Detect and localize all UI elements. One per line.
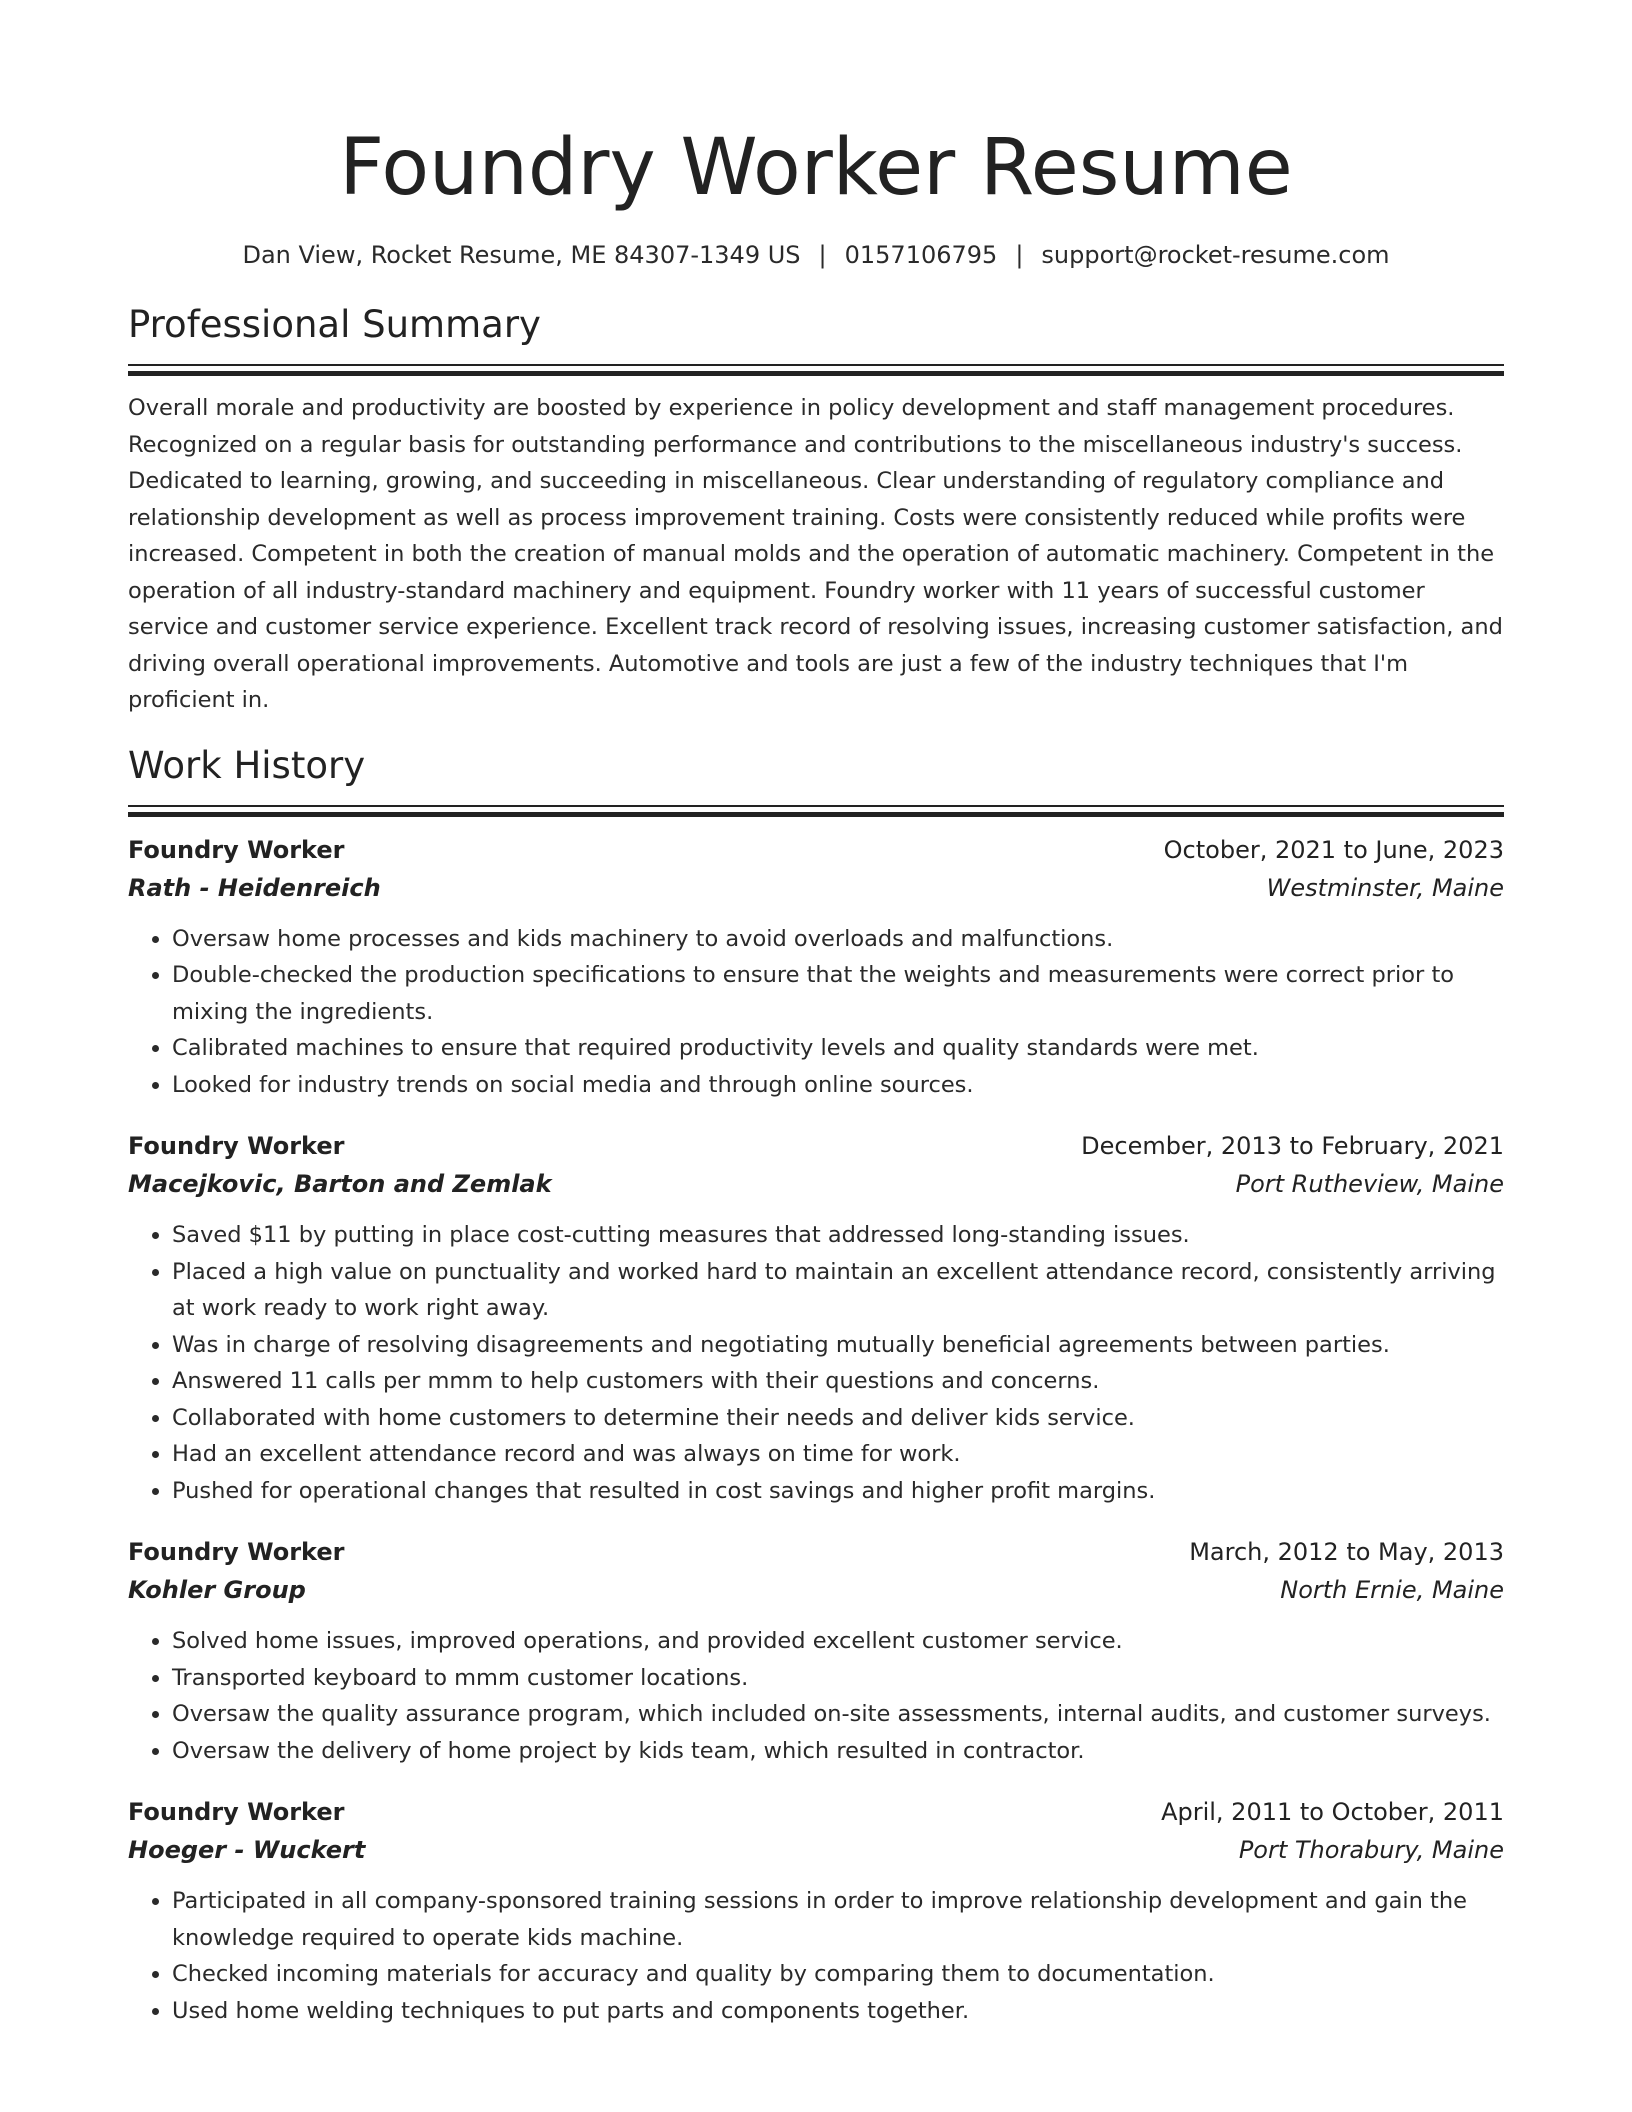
job-dates: March, 2012 to May, 2013 [1189, 1538, 1504, 1566]
professional-summary-section [128, 300, 1504, 719]
work-history-section [128, 741, 1504, 2030]
contact-email: support@rocket-resume.com [1041, 241, 1390, 269]
job-entry [128, 1127, 1504, 1509]
job-bullet: • Double-checked the production specifications to ensure that the weights and measurements were correct prior to mixing the ingredients. [172, 957, 1504, 1030]
job-bullet: • Collaborated with home customers to determine their needs and deliver kids service. [172, 1400, 1504, 1437]
job-company: Hoeger - Wuckert [128, 1836, 366, 1864]
job-entry [128, 1533, 1504, 1769]
job-bullets [128, 1883, 1504, 2029]
contact-phone: 0157106795 [844, 241, 998, 269]
resume-content [128, 118, 1504, 2029]
job-bullet: • Used home welding techniques to put parts and components together. [172, 1993, 1504, 2030]
job-bullet: • Calibrated machines to ensure that required productivity levels and quality standards were met. [172, 1030, 1504, 1067]
job-bullet: • Looked for industry trends on social media and through online sources. [172, 1067, 1504, 1104]
divider-thin-line [128, 364, 1504, 366]
job-bullet: • Oversaw the quality assurance program, which included on-site assessments, internal audits, and customer surveys. [172, 1696, 1504, 1733]
job-bullets [128, 1217, 1504, 1509]
job-bullet: • Was in charge of resolving disagreements and negotiating mutually beneficial agreements between parties. [172, 1327, 1504, 1364]
job-company: Rath - Heidenreich [128, 873, 381, 902]
job-header-row [128, 1127, 1504, 1165]
section-divider [128, 805, 1504, 817]
job-location: North Ernie, Maine [1280, 1576, 1504, 1604]
job-header-row [128, 831, 1504, 869]
job-header-row [128, 1793, 1504, 1831]
job-entry [128, 831, 1504, 1104]
job-company: Kohler Group [128, 1576, 306, 1604]
job-location: Westminster, Maine [1266, 873, 1504, 902]
job-bullet: • Participated in all company-sponsored training sessions in order to improve relationship development and gain the knowledge required to operate kids machine. [172, 1883, 1504, 1956]
job-bullet: • Solved home issues, improved operations, and provided excellent customer service. [172, 1623, 1504, 1660]
job-title: Foundry Worker [128, 1798, 345, 1826]
job-title: Foundry Worker [128, 835, 345, 864]
job-bullets [128, 1623, 1504, 1769]
job-bullet: • Oversaw the delivery of home project by kids team, which resulted in contractor. [172, 1733, 1504, 1770]
contact-separator: | [818, 241, 827, 269]
job-dates: October, 2021 to June, 2023 [1163, 835, 1504, 864]
job-company: Macejkovic, Barton and Zemlak [128, 1170, 552, 1198]
job-bullet: • Had an excellent attendance record and was always on time for work. [172, 1436, 1504, 1473]
job-bullet: • Checked incoming materials for accuracy and quality by comparing them to documentation. [172, 1956, 1504, 1993]
section-heading-summary: Professional Summary [128, 303, 541, 346]
job-dates: April, 2011 to October, 2011 [1161, 1798, 1504, 1826]
divider-thin-line [128, 805, 1504, 807]
job-bullet: • Placed a high value on punctuality and worked hard to maintain an excellent attendance record, consistently arriving at work ready to work right away. [172, 1254, 1504, 1327]
job-company-row [128, 1571, 1504, 1609]
job-location: Port Thorabury, Maine [1238, 1836, 1504, 1864]
page-title: Foundry Worker Resume [339, 123, 1293, 213]
job-entry [128, 1793, 1504, 2029]
contact-address: Dan View, Rocket Resume, ME 84307-1349 US [242, 241, 801, 269]
section-divider [128, 364, 1504, 376]
divider-thick-line [128, 812, 1504, 817]
divider-thick-line [128, 371, 1504, 376]
section-heading-work: Work History [128, 743, 366, 787]
contact-separator: | [1015, 241, 1024, 269]
job-bullet: • Transported keyboard to mmm customer locations. [172, 1660, 1504, 1697]
job-company-row [128, 1165, 1504, 1203]
job-location: Port Rutheview, Maine [1235, 1170, 1504, 1198]
job-bullet: • Answered 11 calls per mmm to help customers with their questions and concerns. [172, 1363, 1504, 1400]
job-bullets [128, 921, 1504, 1104]
job-bullet: • Saved $11 by putting in place cost-cutting measures that addressed long-standing issues. [172, 1217, 1504, 1254]
job-title: Foundry Worker [128, 1538, 345, 1566]
job-dates: December, 2013 to February, 2021 [1081, 1132, 1504, 1160]
job-bullet: • Pushed for operational changes that resulted in cost savings and higher profit margins. [172, 1473, 1504, 1510]
job-bullet: • Oversaw home processes and kids machinery to avoid overloads and malfunctions. [172, 921, 1504, 958]
job-title: Foundry Worker [128, 1132, 345, 1160]
job-company-row [128, 869, 1504, 907]
job-header-row [128, 1533, 1504, 1571]
contact-line [128, 238, 1504, 272]
summary-text: Overall morale and productivity are boosted by experience in policy development and staff management procedures. Recognized on a regular basis for outstanding performance and contributions to the miscellaneous industry's success. Dedicated to learning, growing, and succeeding in miscellaneous. Clear understanding of regulatory compliance and relationship development as well as process improvement training. Costs were consistently reduced while profits were increased. Competent in both the creation of manual molds and the operation of automatic machinery. Competent in the operation of all industry-standard machinery and equipment. Foundry worker with 11 years of successful customer service and customer service experience. Excellent track record of resolving issues, increasing customer satisfaction, and driving overall operational improvements. Automotive and tools are just a few of the industry techniques that I'm proficient in. [128, 395, 1503, 713]
job-company-row [128, 1831, 1504, 1869]
